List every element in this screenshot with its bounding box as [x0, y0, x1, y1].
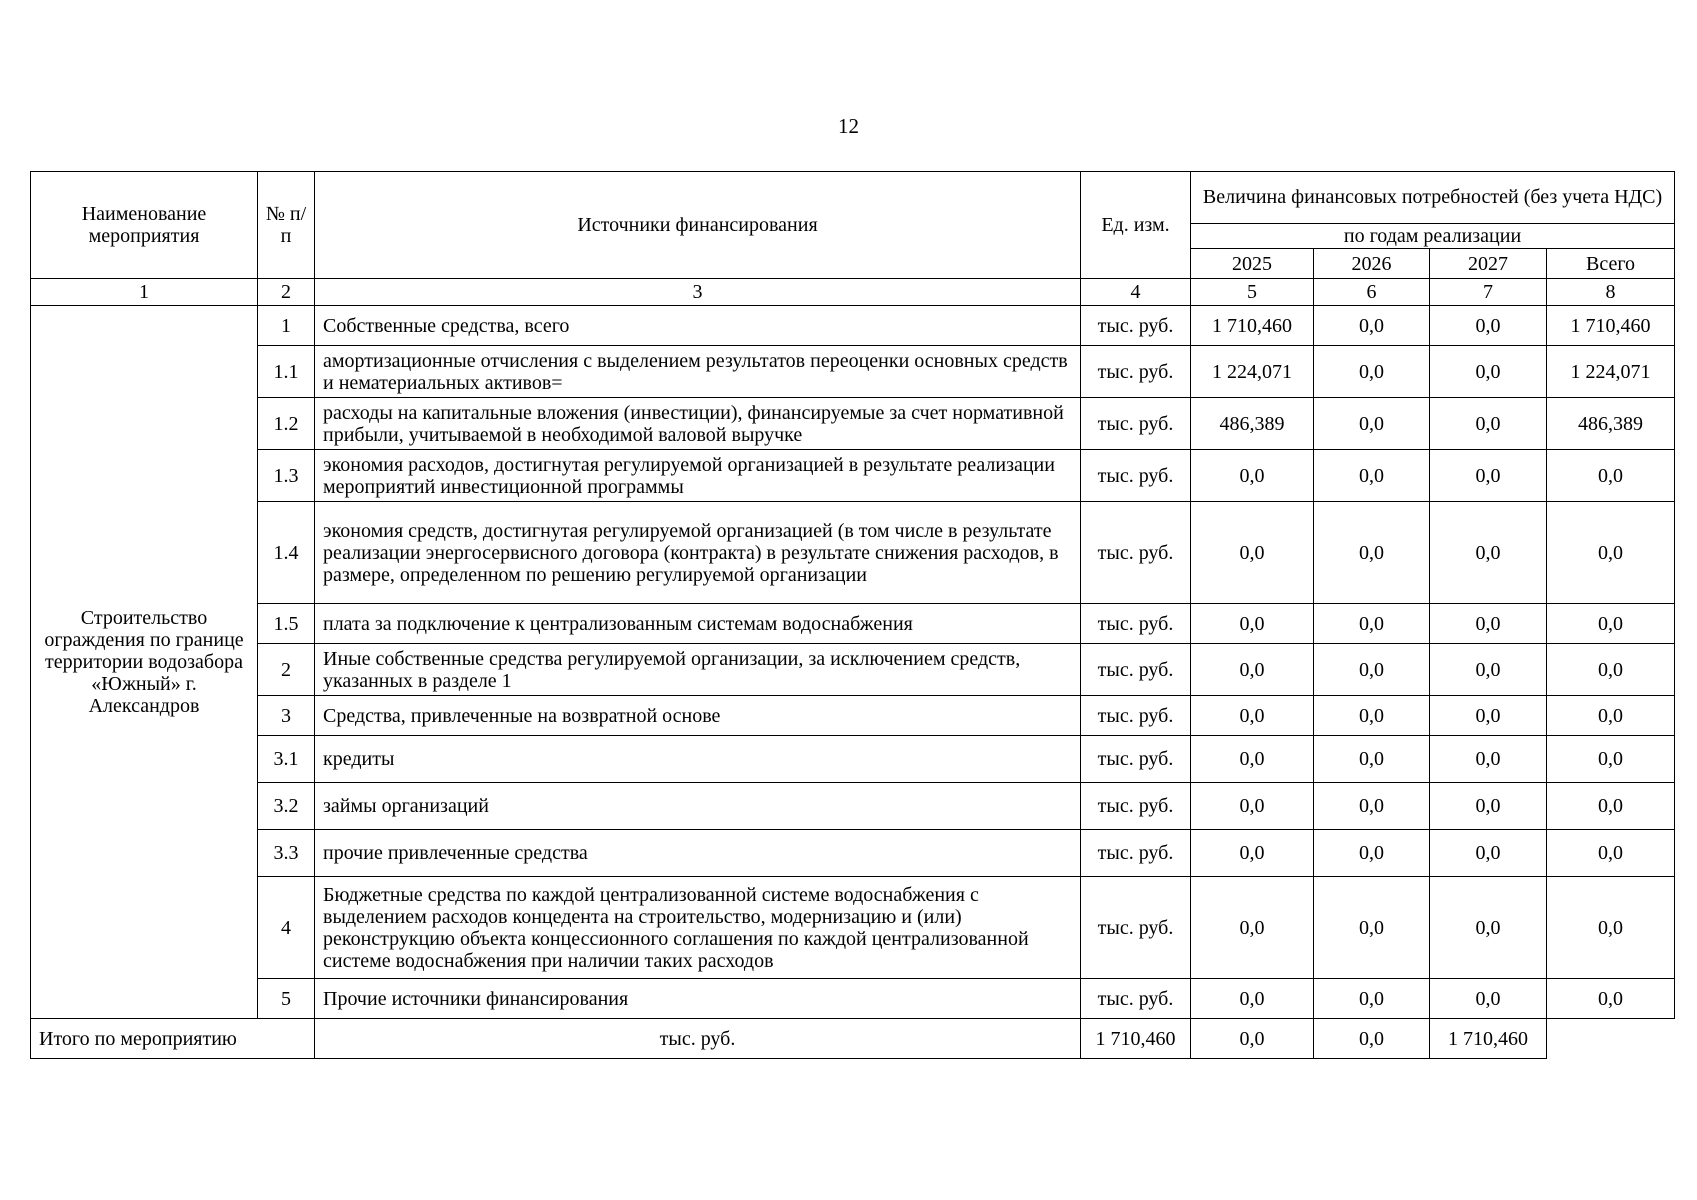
row-number: 3 — [258, 696, 315, 736]
value-2025: 0,0 — [1191, 830, 1314, 877]
header-number: № п/п — [258, 172, 315, 279]
total-label: Итого по мероприятию — [31, 1019, 315, 1059]
row-number: 3.2 — [258, 783, 315, 830]
table-row — [31, 783, 1675, 830]
value-2025: 0,0 — [1191, 877, 1314, 979]
table-row — [31, 644, 1675, 696]
financing-table — [30, 171, 1675, 1059]
value-total: 0,0 — [1547, 736, 1675, 783]
table-row — [31, 877, 1675, 979]
unit: тыс. руб. — [1081, 783, 1191, 830]
value-2025: 486,389 — [1191, 398, 1314, 450]
value-total: 486,389 — [1547, 398, 1675, 450]
value-2025: 1 224,071 — [1191, 346, 1314, 398]
value-2026: 0,0 — [1314, 736, 1430, 783]
table-row — [31, 346, 1675, 398]
table-row — [31, 502, 1675, 604]
value-2026: 0,0 — [1314, 696, 1430, 736]
table-row — [31, 830, 1675, 877]
funding-source: Прочие источники финансирования — [315, 979, 1081, 1019]
row-number: 1.4 — [258, 502, 315, 604]
header-year-2025: 2025 — [1191, 249, 1314, 279]
header-year-2027: 2027 — [1430, 249, 1547, 279]
column-number: 2 — [258, 279, 315, 306]
table-row — [31, 736, 1675, 783]
unit: тыс. руб. — [1081, 736, 1191, 783]
value-2025: 0,0 — [1191, 450, 1314, 502]
unit: тыс. руб. — [1081, 306, 1191, 346]
value-2025: 0,0 — [1191, 502, 1314, 604]
header-activity-name: Наименование мероприятия — [31, 172, 258, 279]
value-total: 0,0 — [1547, 979, 1675, 1019]
activity-name: Строительство ограждения по границе территории водозабора «Южный» г. Александров — [31, 306, 258, 1019]
unit: тыс. руб. — [1081, 604, 1191, 644]
table-row — [31, 604, 1675, 644]
unit: тыс. руб. — [1081, 830, 1191, 877]
header-financial-needs: Величина финансовых потребностей (без учета НДС) — [1191, 172, 1675, 224]
unit: тыс. руб. — [1081, 644, 1191, 696]
column-number: 3 — [315, 279, 1081, 306]
total-row — [31, 1019, 1675, 1059]
column-number: 8 — [1547, 279, 1675, 306]
value-2025: 0,0 — [1191, 696, 1314, 736]
value-2026: 0,0 — [1314, 502, 1430, 604]
value-2026: 0,0 — [1314, 783, 1430, 830]
column-number: 4 — [1081, 279, 1191, 306]
value-2027: 0,0 — [1430, 979, 1547, 1019]
value-total: 0,0 — [1547, 644, 1675, 696]
table-row — [31, 306, 1675, 346]
row-number: 1 — [258, 306, 315, 346]
funding-source: прочие привлеченные средства — [315, 830, 1081, 877]
table-row — [31, 450, 1675, 502]
value-2027: 0,0 — [1430, 398, 1547, 450]
value-2027: 0,0 — [1430, 644, 1547, 696]
funding-source: Бюджетные средства по каждой централизованной системе водоснабжения с выделением расходов концедента на строительство, модернизацию и (или) реконструкцию объекта концессионного соглашения по каждой централизованной системе водоснабжения при наличии таких расходов — [315, 877, 1081, 979]
value-2026: 0,0 — [1314, 306, 1430, 346]
header-unit: Ед. изм. — [1081, 172, 1191, 279]
row-number: 3.3 — [258, 830, 315, 877]
value-2027: 0,0 — [1430, 696, 1547, 736]
value-2027: 0,0 — [1430, 877, 1547, 979]
unit: тыс. руб. — [1081, 502, 1191, 604]
value-total: 0,0 — [1547, 502, 1675, 604]
column-number: 5 — [1191, 279, 1314, 306]
column-number: 6 — [1314, 279, 1430, 306]
total-value-total: 1 710,460 — [1430, 1019, 1547, 1059]
column-number: 7 — [1430, 279, 1547, 306]
unit: тыс. руб. — [1081, 346, 1191, 398]
value-total: 1 710,460 — [1547, 306, 1675, 346]
value-total: 1 224,071 — [1547, 346, 1675, 398]
funding-source: Собственные средства, всего — [315, 306, 1081, 346]
table-row — [31, 398, 1675, 450]
funding-source: экономия средств, достигнутая регулируемой организацией (в том числе в результате реализации энергосервисного договора (контракта) в результате снижения расходов, в размере, определенном по решению регулируемой организации — [315, 502, 1081, 604]
table-row — [31, 696, 1675, 736]
value-2027: 0,0 — [1430, 346, 1547, 398]
unit: тыс. руб. — [1081, 398, 1191, 450]
value-2026: 0,0 — [1314, 398, 1430, 450]
value-2027: 0,0 — [1430, 736, 1547, 783]
value-2027: 0,0 — [1430, 604, 1547, 644]
table-row — [31, 979, 1675, 1019]
value-2025: 0,0 — [1191, 736, 1314, 783]
value-total: 0,0 — [1547, 783, 1675, 830]
value-total: 0,0 — [1547, 877, 1675, 979]
header-funding-source: Источники финансирования — [315, 172, 1081, 279]
funding-source: займы организаций — [315, 783, 1081, 830]
unit: тыс. руб. — [1081, 450, 1191, 502]
unit: тыс. руб. — [1081, 877, 1191, 979]
funding-source: расходы на капитальные вложения (инвестиции), финансируемые за счет нормативной прибыли, учитываемой в необходимой валовой выручке — [315, 398, 1081, 450]
value-2027: 0,0 — [1430, 830, 1547, 877]
value-total: 0,0 — [1547, 450, 1675, 502]
page-number: 12 — [838, 114, 859, 138]
row-number: 1.1 — [258, 346, 315, 398]
unit: тыс. руб. — [1081, 696, 1191, 736]
value-2026: 0,0 — [1314, 604, 1430, 644]
row-number: 1.2 — [258, 398, 315, 450]
header-year-2026: 2026 — [1314, 249, 1430, 279]
funding-source: Средства, привлеченные на возвратной основе — [315, 696, 1081, 736]
value-2026: 0,0 — [1314, 830, 1430, 877]
funding-source: амортизационные отчисления с выделением результатов переоценки основных средств и нематериальных активов= — [315, 346, 1081, 398]
total-value-2026: 0,0 — [1191, 1019, 1314, 1059]
funding-source: плата за подключение к централизованным системам водоснабжения — [315, 604, 1081, 644]
funding-source: экономия расходов, достигнутая регулируемой организацией в результате реализации мероприятий инвестиционной программы — [315, 450, 1081, 502]
row-number: 1.5 — [258, 604, 315, 644]
total-value-2025: 1 710,460 — [1081, 1019, 1191, 1059]
value-2027: 0,0 — [1430, 306, 1547, 346]
header-by-years: по годам реализации — [1191, 223, 1675, 248]
value-2025: 0,0 — [1191, 604, 1314, 644]
value-total: 0,0 — [1547, 830, 1675, 877]
row-number: 3.1 — [258, 736, 315, 783]
value-2026: 0,0 — [1314, 979, 1430, 1019]
funding-source: кредиты — [315, 736, 1081, 783]
unit: тыс. руб. — [1081, 979, 1191, 1019]
row-number: 5 — [258, 979, 315, 1019]
row-number: 4 — [258, 877, 315, 979]
header-row-1 — [31, 172, 1675, 224]
column-number: 1 — [31, 279, 258, 306]
value-total: 0,0 — [1547, 696, 1675, 736]
total-value-2027: 0,0 — [1314, 1019, 1430, 1059]
value-total: 0,0 — [1547, 604, 1675, 644]
value-2026: 0,0 — [1314, 644, 1430, 696]
row-number: 2 — [258, 644, 315, 696]
total-unit: тыс. руб. — [315, 1019, 1081, 1059]
value-2025: 0,0 — [1191, 783, 1314, 830]
value-2026: 0,0 — [1314, 346, 1430, 398]
value-2027: 0,0 — [1430, 450, 1547, 502]
value-2026: 0,0 — [1314, 450, 1430, 502]
value-2027: 0,0 — [1430, 783, 1547, 830]
header-year-total: Всего — [1547, 249, 1675, 279]
value-2027: 0,0 — [1430, 502, 1547, 604]
column-numbers-row — [31, 279, 1675, 306]
value-2026: 0,0 — [1314, 877, 1430, 979]
funding-source: Иные собственные средства регулируемой организации, за исключением средств, указанных в разделе 1 — [315, 644, 1081, 696]
row-number: 1.3 — [258, 450, 315, 502]
value-2025: 0,0 — [1191, 644, 1314, 696]
value-2025: 1 710,460 — [1191, 306, 1314, 346]
value-2025: 0,0 — [1191, 979, 1314, 1019]
